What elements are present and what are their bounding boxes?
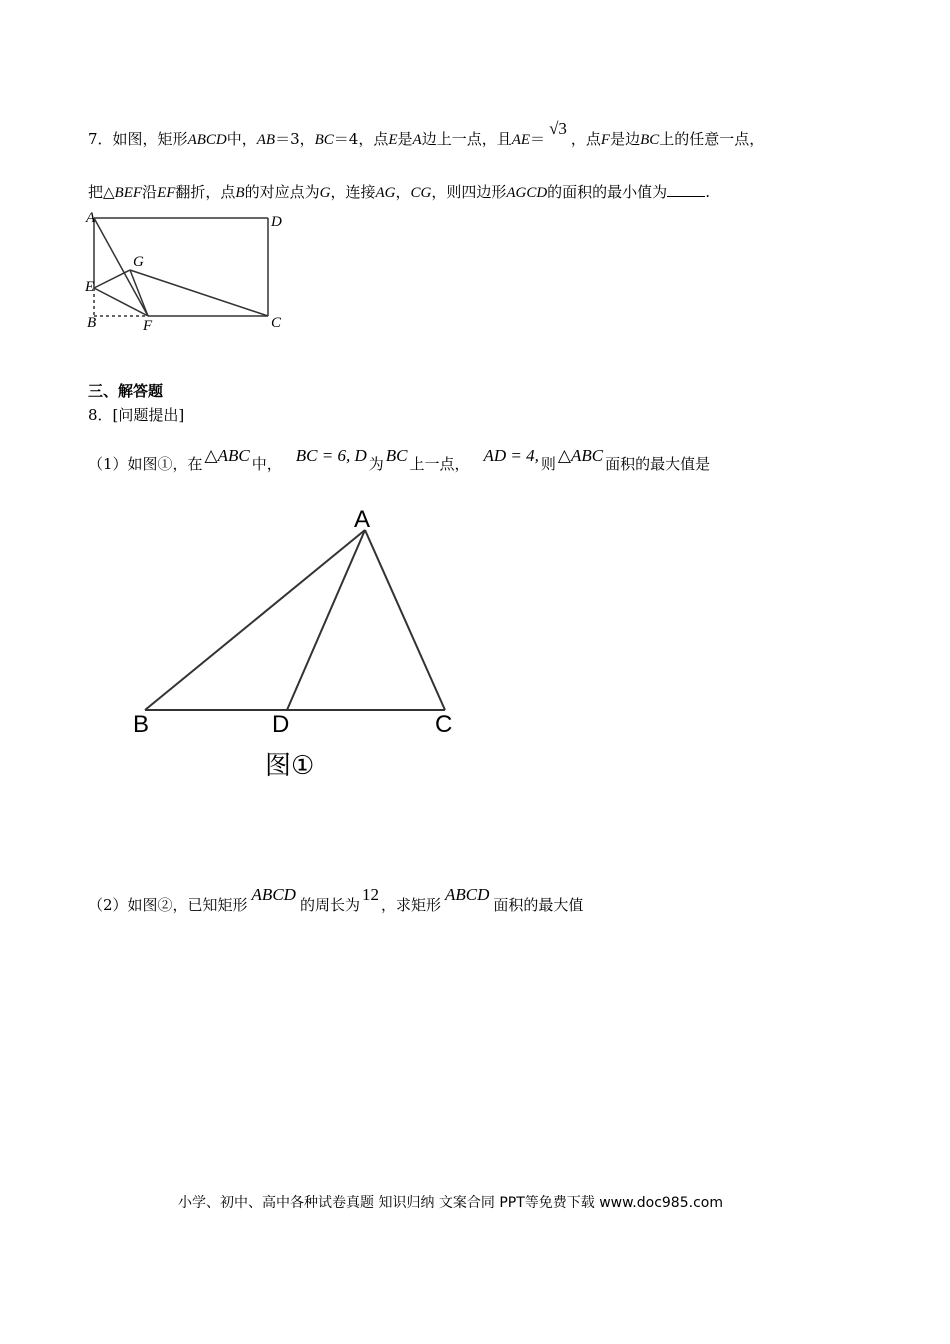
segment-eg [94, 270, 130, 288]
label-a: A [354, 506, 371, 533]
q8-header: 8．[问题提出] [88, 406, 185, 424]
q8-part2: （2）如图②，已知矩形ABCD的周长为12，求矩形ABCD面积的最大值 [88, 885, 584, 914]
label-b: B [87, 315, 97, 331]
label-e: E [85, 279, 95, 295]
q8-figure1 [125, 500, 465, 790]
q7-line2: 把△BEF沿EF翻折，点B的对应点为G，连接AG，CG，则四边形AGCD的面积的最小值为 . [88, 183, 710, 201]
answer-blank [667, 182, 705, 197]
sqrt3-formula: √3 [549, 119, 567, 138]
label-g: G [133, 254, 144, 270]
side-ac [365, 530, 445, 710]
footer-text: 小学、初中、高中各种试卷真题 知识归纳 文案合同 PPT等免费下载 www.doc985.com [178, 1195, 723, 1211]
label-a: A [86, 210, 96, 226]
label-c: C [271, 315, 282, 331]
q7-figure [82, 208, 292, 336]
q8-part1: （1）如图①，在 △ABC 中， BC = 6, D 为 BC 上一点， AD = 4, 则 △ABC 面积的最大值是 [88, 446, 711, 473]
label-f: F [143, 318, 153, 334]
section-title: 三、解答题 [88, 382, 164, 400]
label-c: C [435, 711, 453, 738]
q7-number: 7． [88, 130, 113, 148]
label-b: B [133, 711, 150, 738]
segment-gf [130, 270, 148, 316]
segment-ad [287, 530, 365, 710]
label-d: D [272, 711, 290, 738]
side-ab [145, 530, 365, 710]
q7-line1: 7．如图，矩形ABCD中，AB＝3，BC＝4，点E是A边上一点，且AE＝√3，点F是边BC上的任意一点， [88, 119, 765, 148]
figure-caption: 图① [265, 751, 315, 781]
label-d: D [271, 214, 282, 230]
segment-gc [130, 270, 268, 316]
